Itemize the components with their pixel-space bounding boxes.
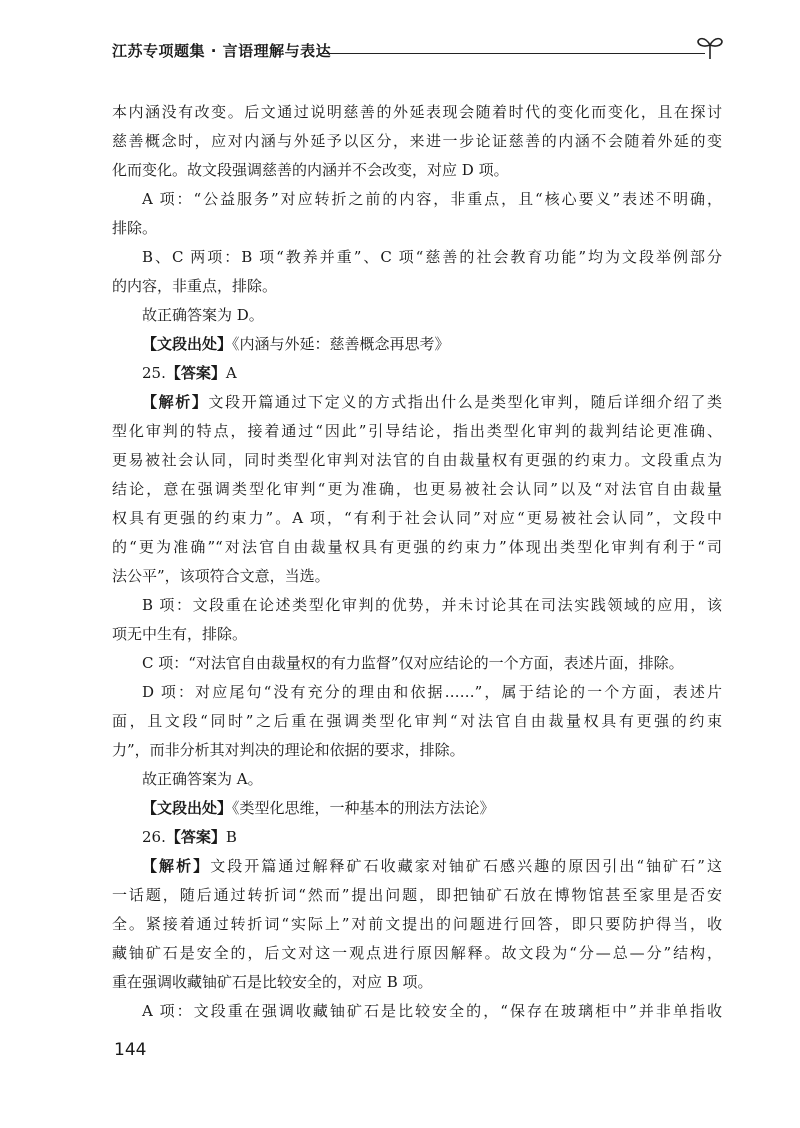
text-line: 化而变化。故文段强调慈善的内涵并不会改变，对应 D 项。 [112,161,509,179]
text-line: 法公平”，该项符合文意，当选。 [112,567,330,585]
paragraph [112,243,722,301]
text-line: 重在强调收藏铀矿石是比较安全的，对应 B 项。 [112,973,433,991]
paragraph [112,591,722,649]
answer-label: 【答案】 [165,828,226,846]
paragraph [112,359,722,388]
text-line: 力”，而非分析其对判决的理论和依据的要求，排除。 [112,741,465,759]
text-line: 结论，意在强调类型化审判“更为准确，也更易被社会认同”以及“对法官自由裁量 [112,480,722,498]
paragraph [112,330,722,359]
answer-line [112,359,722,388]
answer-line [112,823,722,852]
paragraph [112,678,722,765]
paragraph [112,388,722,591]
answer-value: A [225,364,237,382]
analysis-label: 【解析】 [142,393,209,411]
text-line: 面，且文段“同时”之后重在强调类型化审判“对法官自由裁量权具有更强的约束 [112,712,722,730]
question-number: 26. [142,828,166,846]
question-number: 25. [142,364,166,382]
running-header [112,30,722,70]
paragraph [112,765,722,794]
text-line: 的“更为准确”“对法官自由裁量权具有更强的约束力”体现出类型化审判有利于“司 [112,538,722,556]
answer-value: B [225,828,237,846]
analysis-label: 【解析】 [142,857,211,875]
text-line: 排除。 [112,219,158,237]
text-line: 藏铀矿石是安全的，后文对这一观点进行原因解释。故文段为“分—总—分”结构， [112,944,722,962]
header-title: 江苏专项题集 · 言语理解与表达 [112,42,332,60]
conclusion-line: 故正确答案为 D。 [142,306,264,324]
text-line: D 项：对应尾句“没有充分的理由和依据……”，属于结论的一个方面，表述片 [142,683,722,701]
source-line [112,794,722,823]
conclusion-line: 故正确答案为 A。 [142,770,263,788]
paragraph [112,997,722,1026]
source-title: 《内涵与外延：慈善概念再思考》 [232,335,450,353]
text-line: 权具有更强的约束力”。A 项，“有利于社会认同”对应“更易被社会认同”，文段中 [112,509,722,527]
paragraph [112,98,722,185]
source-label: 【文段出处】 [142,799,233,817]
source-title: 《类型化思维，一种基本的刑法方法论》 [232,799,495,817]
text-line: 更易被社会认同，同时类型化审判对法官的自由裁量权有更强的约束力。文段重点为 [112,451,722,469]
analysis-text: 文段开篇通过解释矿石收藏家对铀矿石感兴趣的原因引出“铀矿石”这 [210,857,722,875]
paragraph [112,185,722,243]
source-line [112,330,722,359]
text-line [112,852,722,881]
text-line: A 项：文段重在强调收藏铀矿石是比较安全的，“保存在玻璃柜中”并非单指收 [142,1002,722,1020]
text-line: 一话题，随后通过转折词“然而”提出问题，即把铀矿石放在博物馆甚至家里是否安 [112,886,722,904]
text-line: 项无中生有，排除。 [112,625,248,643]
text-line: 型化审判的特点，接着通过“因此”引导结论，指出类型化审判的裁判结论更准确、 [112,422,722,440]
text-line: 全。紧接着通过转折词“实际上”对前文提出的问题进行回答，即只要防护得当，收 [112,915,722,933]
text-line: B 项：文段重在论述类型化审判的优势，并未讨论其在司法实践领域的应用，该 [142,596,722,614]
answer-explanations [112,98,722,1026]
paragraph [112,794,722,823]
text-line: 的内容，非重点，排除。 [112,277,278,295]
text-line: A 项：“公益服务”对应转折之前的内容，非重点，且“核心要义”表述不明确， [142,190,722,208]
paragraph [112,649,722,678]
text-line: 慈善概念时，应对内涵与外延予以区分，来进一步论证慈善的内涵不会随着外延的变 [112,132,722,150]
text-line: C 项：“对法官自由裁量权的有力监督”仅对应结论的一个方面，表述片面，排除。 [142,654,684,672]
answer-label: 【答案】 [165,364,226,382]
analysis-text: 文段开篇通过下定义的方式指出什么是类型化审判，随后详细介绍了类 [208,393,722,411]
text-line [112,388,722,417]
paragraph [112,852,722,997]
source-label: 【文段出处】 [142,335,233,353]
paragraph [112,301,722,330]
text-line: 本内涵没有改变。后文通过说明慈善的外延表现会随着时代的变化而变化，且在探讨 [112,103,722,121]
paragraph [112,823,722,852]
text-line: B、C 两项：B 项“教养并重”、C 项“慈善的社会教育功能”均为文段举例部分 [142,248,722,266]
page-number: 144 [114,1040,147,1060]
header-rule [320,53,705,54]
sprout-icon [696,34,724,60]
